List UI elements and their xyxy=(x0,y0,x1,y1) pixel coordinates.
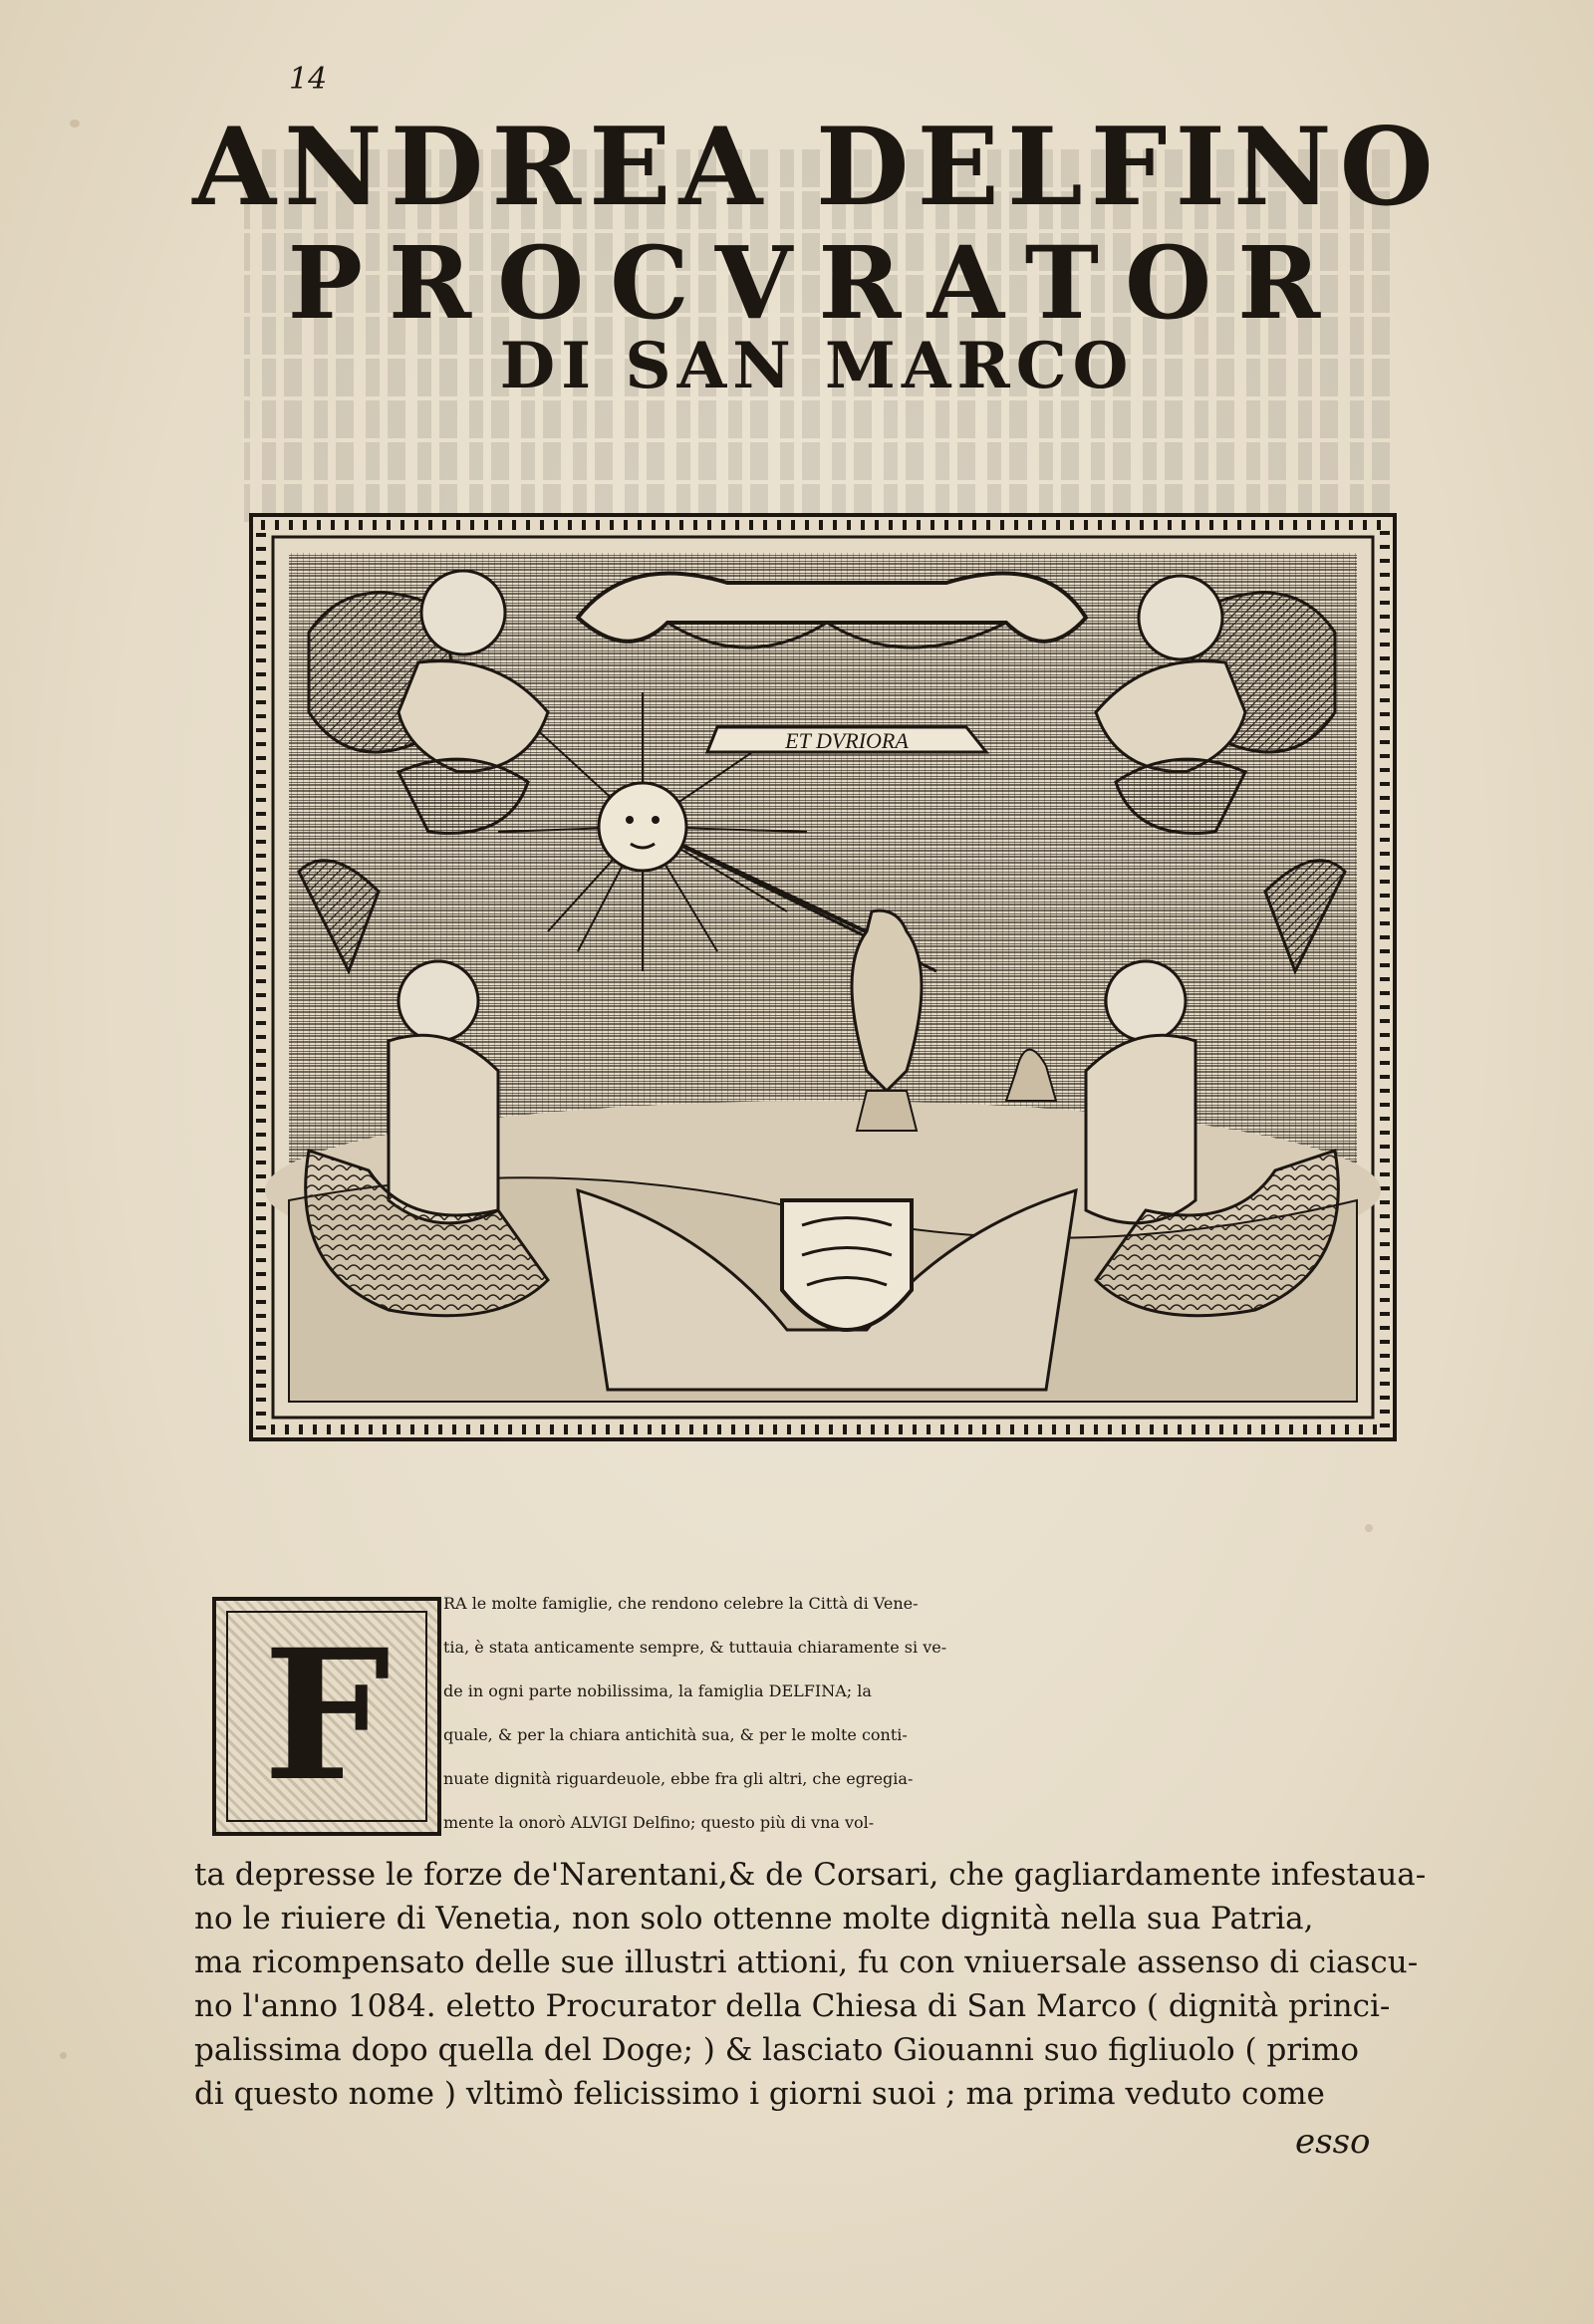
title-name: ANDREA DELFINO xyxy=(192,105,1442,230)
catchword: esso xyxy=(1295,2122,1371,2162)
decorated-initial xyxy=(212,1597,441,1836)
text-line: ta depresse le forze de'Narentani,& de Corsari, che gagliardamente infestaua- xyxy=(194,1857,1427,1893)
coat-of-arms-shield xyxy=(782,1200,912,1330)
engraved-emblem xyxy=(249,513,1397,1441)
text-line: no le riuiere di Venetia, non solo ottenne molte dignità nella sua Patria, xyxy=(194,1901,1314,1937)
text-line: nuate dignità riguardeuole, ebbe fra gli altri, che egregia- xyxy=(443,1769,914,1788)
text-line: quale, & per la chiara antichità sua, & per le molte conti- xyxy=(443,1725,908,1744)
title-office: PROCVRATOR xyxy=(287,224,1347,342)
motto-text: ET DVRIORA xyxy=(785,728,909,753)
sun-face xyxy=(599,783,686,871)
text-line: de in ogni parte nobilissima, la famiglia DELFINA; la xyxy=(443,1681,872,1700)
page-number: 14 xyxy=(289,62,328,97)
text-line: mente la onorò ALVIGI Delfino; questo più di vna vol- xyxy=(443,1813,875,1832)
paper-spot xyxy=(60,2052,67,2059)
text-line: RA le molte famiglie, che rendono celebre la Città di Vene- xyxy=(443,1594,919,1613)
initial-letter: F xyxy=(263,1611,391,1821)
text-line: no l'anno 1084. eletto Procurator della Chiesa di San Marco ( dignità princi- xyxy=(194,1988,1391,2024)
text-line: ma ricompensato delle sue illustri attioni, fu con vniuersale assenso di ciascu- xyxy=(194,1944,1419,1980)
text-line: palissima dopo quella del Doge; ) & lasciato Giouanni suo figliuolo ( primo xyxy=(194,2032,1360,2068)
text-line: tia, è stata anticamente sempre, & tuttauia chiaramente si ve- xyxy=(443,1638,947,1657)
text-line: di questo nome ) vltimò felicissimo i giorni suoi ; ma prima veduto come xyxy=(194,2076,1325,2112)
title-place: DI SAN MARCO xyxy=(499,329,1135,403)
paper-spot xyxy=(1365,1524,1373,1532)
